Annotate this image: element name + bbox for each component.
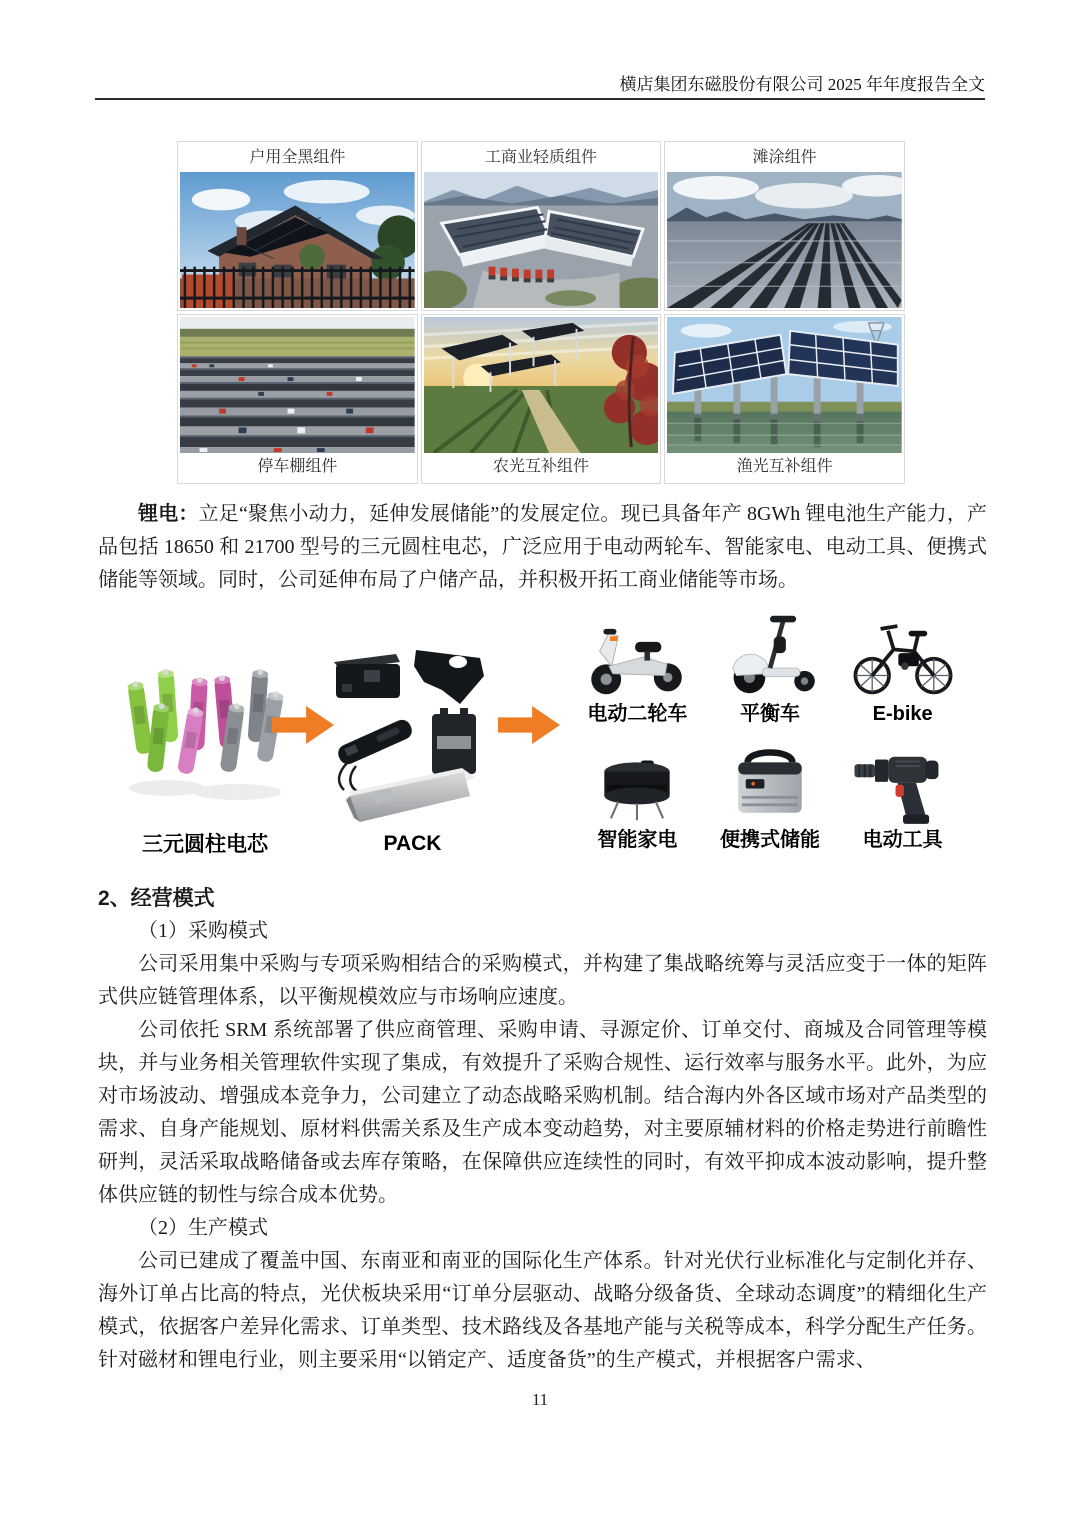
electric-scooter-icon bbox=[581, 608, 693, 702]
production-paragraph: 公司已建成了覆盖中国、东南亚和南亚的国际化生产体系。针对光伏行业标准化与定制化并存、海外订单占比高的特点，光伏板块采用“订单分层驱动、战略分级备货、全球动态调度”的精细化生产模式，依据客户差异化需求、订单类型、技术路线及各基地产能与关税等成本，科学分配生产任务。针对磁材和锂电行业，则主要采用“以销定产、适度备货”的生产模式，并根据客户需求、 bbox=[98, 1250, 987, 1371]
product-label: 智能家电 bbox=[597, 829, 678, 851]
product-label: 电动工具 bbox=[862, 829, 943, 851]
application-products-grid bbox=[572, 608, 968, 852]
photo-cell-carport bbox=[177, 314, 418, 484]
photo-cell-fishery bbox=[664, 314, 905, 484]
lithium-lead: 锂电： bbox=[138, 503, 199, 525]
product-electric-scooter bbox=[572, 608, 703, 726]
product-label: 便携式储能 bbox=[719, 829, 820, 851]
procurement-paragraph-2: 公司依托 SRM 系统部署了供应商管理、采购申请、寻源定价、订单交付、商城及合同管理等模块，并与业务相关管理软件实现了集成，有效提升了采购合规性、运行效率与服务水平。此外，为应对市场波动、增强成本竞争力，公司建立了动态战略采购机制。结合海内外各区域市场对产品类型的需求、自身产能规划、原材料供需关系及生产成本变动趋势，对主要原辅材料的价格走势进行前瞻性研判，灵活采取战略储备或去库存策略，在保障供应连续性的同时，有效平抑成本波动影响，提升整体供应链的韧性与综合成本优势。 bbox=[98, 1019, 987, 1206]
photo-fishery-modules bbox=[667, 317, 902, 453]
report-header-title: 横店集团东磁股份有限公司 2025 年年度报告全文 bbox=[619, 75, 985, 94]
power-drill-icon bbox=[847, 734, 959, 828]
cells-label: 三元圆柱电芯 bbox=[142, 833, 268, 856]
product-label: 平衡车 bbox=[739, 703, 800, 725]
photo-caption: 滩涂组件 bbox=[752, 149, 817, 166]
product-ebike bbox=[837, 608, 968, 726]
photo-caption: 户用全黑组件 bbox=[249, 149, 346, 166]
lithium-paragraph-block bbox=[98, 498, 987, 597]
photo-residential-black-modules bbox=[180, 172, 415, 308]
subsection-procurement: （1）采购模式 bbox=[138, 920, 268, 942]
page-number: 11 bbox=[531, 1390, 549, 1409]
business-model-section bbox=[98, 882, 987, 1377]
subsection-production: （2）生产模式 bbox=[138, 1217, 268, 1239]
flow-arrow-icon bbox=[498, 706, 560, 744]
robot-appliance-icon bbox=[581, 734, 693, 828]
lithium-value-chain-diagram bbox=[96, 608, 986, 868]
header-divider bbox=[95, 98, 985, 100]
photo-caption: 工商业轻质组件 bbox=[484, 149, 597, 166]
photo-caption: 农光互补组件 bbox=[492, 458, 589, 475]
cylindrical-cells-image bbox=[112, 648, 298, 806]
ebike-icon bbox=[847, 608, 959, 702]
photo-cell-residential bbox=[177, 141, 418, 311]
photo-carport-modules bbox=[180, 317, 415, 453]
photo-caption: 停车棚组件 bbox=[257, 458, 338, 475]
pack-label: PACK bbox=[383, 832, 442, 855]
photo-cell-tidal-flat bbox=[664, 141, 905, 311]
lithium-body: 立足“聚焦小动力，延伸发展储能”的发展定位。现已具备年产 8GWh 锂电池生产能力，产品包括 18650 和 21700 型号的三元圆柱电芯，广泛应用于电动两轮车、智能家电、电动工具、便携式储能等领域。同时，公司延伸布局了户储产品，并积极开拓工商业储能等市场。 bbox=[98, 503, 988, 591]
pv-module-photo-grid bbox=[177, 141, 905, 484]
procurement-paragraph-1: 公司采用集中采购与专项采购相结合的采购模式，并构建了集战略统筹与灵活应变于一体的矩阵式供应链管理体系，以平衡规模效应与市场响应速度。 bbox=[98, 953, 987, 1008]
pack-components-image bbox=[330, 640, 495, 838]
product-portable-power-station bbox=[705, 734, 836, 852]
product-power-tool bbox=[837, 734, 968, 852]
lithium-paragraph bbox=[98, 498, 987, 597]
photo-cell-commercial bbox=[421, 141, 662, 311]
photo-caption: 渔光互补组件 bbox=[736, 458, 833, 475]
product-smart-home-appliance bbox=[572, 734, 703, 852]
photo-commercial-lightweight-modules bbox=[424, 172, 659, 308]
photo-tidal-flat-modules bbox=[667, 172, 902, 308]
photo-agrivoltaic-modules bbox=[424, 317, 659, 453]
product-label: 电动二轮车 bbox=[587, 703, 688, 725]
section-heading: 2、经营模式 bbox=[98, 887, 215, 910]
product-self-balancing-vehicle bbox=[705, 608, 836, 726]
portable-power-station-icon bbox=[714, 734, 826, 828]
photo-cell-agrivoltaic bbox=[421, 314, 662, 484]
product-label: E-bike bbox=[872, 703, 933, 725]
balance-vehicle-icon bbox=[714, 608, 826, 702]
